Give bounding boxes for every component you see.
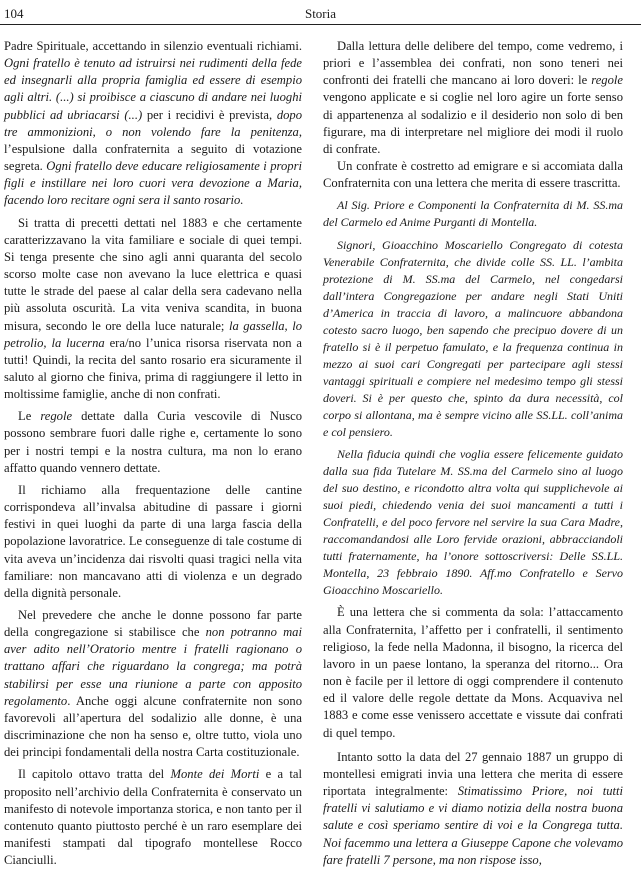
paragraph [4,215,302,404]
paragraph: Un confrate è costretto ad emigrare e si accomiata dalla Confraternita con una lettera che merita di essere trascritta. [323,159,623,191]
text-span: era/no l’unica risorsa riservata non a tutti! Quindi, la recita del santo rosario era sicuramente il saluto al giorno che finiva, prima di raggiungere il letto in moltissime famiglie, anche di non confrati. [4,335,303,402]
paragraph: Il richiamo alla frequentazione delle cantine corrispondeva all’invalsa abitudine di passare i giorni festivi in quei luoghi da parte di una larga fascia della popolazione lavoratrice. Le conseguenze di tale costume di vita aveva un’incidenza dai risvolti quasi tragici nella vita familiare: non mancavano atti di violenza e un degrado della dignità personale. [4,482,302,600]
letter-body: Signori, Gioacchino Moscariello Congregato di cotesta Venerabile Confraternita, che divide colle SS. LL. l’ambita protezione di M. SS.ma del Carmelo, nel congedarsi dall’intera Congregazione per andare negli Stati Uniti d’America in traccia di lavoro, a malincuore abbandona cotesto sacro luogo, ben sapendo che precipuo dovere di un fratello si è il perpetuo famulato, e la frequenza continua in mezzo ai suoi cari Congregati per partecipare agli stessi vantaggi spirituali e compiere nel medesimo tempo gli stessi doveri. Si è per questo che, spinto da dura necessità, col corpo si allontana, ma è sempre vicino alle SS.LL. coll’anima e col pensiero. [323,237,623,440]
paragraph [4,408,302,477]
italic-term: regole [591,73,623,88]
text-span: Si tratta di precetti dettati nel 1883 e che certamente caratterizzavano la vita familiare e sociale di quei tempi. Si tenga presente che sino agli anni quaranta del secolo scorso molte case non avevano la luce elettrica e quasi tutte le strade del paese al calar della sera cadevano nella più assoluta oscurità. La vita veniva scandita, in buona misura, secondo le ore della luce naturale; [4,215,302,333]
italic-term: regole [40,409,73,424]
left-column [4,38,302,869]
paragraph [4,766,302,869]
right-column [323,38,623,869]
italic-quote: Ogni fratello è tenuto ad istruirsi nei rudimenti della fede ed insegnarli alla propria famiglia ed essere di esempio agli altri. (...) si proibisce a ciascuno di andare nei luoghi pubblici ad ubriacarsi (...) [4,56,302,122]
text-span: per i recidivi è prevista, [142,107,277,122]
italic-quote: dopo tre ammonizioni, o non volendo fare la penitenza [4,107,302,139]
text-span: . Anche oggi alcune confraternite non sono favorevoli all’apertura del sodalizio alle donne, è una discriminazione che non ha senso e, oltre tutto, viola uno dei principi fondamentali della nostra Carta costituzionale. [4,693,302,760]
text-span: Dalla lettura delle delibere del tempo, come vedremo, i priori e l’assemblea dei confrati, non sono teneri nei confronti dei fratelli che mancano ai loro doveri: le [323,39,623,88]
text-span: Le [18,409,41,424]
text-span: Nel prevedere che anche le donne possono far parte della congregazione si stabilisce che [4,608,302,640]
letter-body: Nella fiducia quindi che voglia essere felicemente guidato dalla sua fida Tutelare M. SS.ma del Carmelo sino al luogo del suo destino, e ricondotto altra volta qui supplichevole ai suoi piedi, chiedendo venia dei suoi mancamenti a tutti i Confratelli, e del poco fervore nel servire la sua Cara Madre, raccomandandosi alle Loro fervide orazioni, abbracciandoli tutti fraternamente, ha l’onore sottoscriversi: Delle SS.LL. Montella, 23 febbraio 1890. Aff.mo Confratello e Servo Gioacchino Moscariello. [323,447,623,598]
page-header [0,0,641,24]
italic-term: Monte dei Morti [170,767,260,782]
paragraph [4,38,302,210]
text-span: e a tal proposito nell’archivio della Confraternita è conservato un manifesto di notevole importanza storica, e non tanto per il contenuto quanto piuttosto perché è un raro esemplare dei manifesti stampati dal tipografo montellese Rocco Cianciulli. [4,767,302,868]
text-span: dettate dalla Curia vescovile di Nusco possono sembrare fuori dalle righe e, certamente lo sono per i nostri tempi e la nostra cultura, ma non lo erano affatto quando vennero dettate. [4,409,302,475]
text-span: vengono applicate e si coglie nel loro agire un forte senso di appartenenza al sodalizio e il desiderio non solo di ben figurare, ma di interpretare nel migliore dei modi il ruolo di confrate. [323,90,623,156]
paragraph [323,38,623,158]
italic-term: la gassella, lo petrolio, la lucerna [4,318,302,350]
text-span: Il capitolo ottavo tratta del [18,767,171,782]
italic-quote: non potranno mai aver adito nell’Oratorio mentre i fratelli ragionano o trattano affari che riguardano la congrega; ma potrà stabilirsi per esse una riunione a parte con apposito regolamento [4,625,302,708]
italic-quote: Stimatissimo Priore, noi tutti fratelli vi salutiamo e vi diamo notizia della nostra buona salute e così speriamo sentire di voi e la Congrega tutta. Noi facemmo una lettera a Giuseppe Capone che volevamo fare fratelli 7 persone, ma non rispose isso, [323,784,623,867]
letter-address: Al Sig. Priore e Componenti la Confraternita di M. SS.ma del Carmelo ed Anime Purganti di Montella. [323,198,623,230]
running-title: Storia [304,6,337,21]
italic-quote: Ogni fratello deve educare religiosamente i propri figli e instillare nei loro cuori vera devozione a Maria, facendo loro recitare ogni sera il santo rosario. [4,159,302,208]
paragraph: È una lettera che si commenta da sola: l’attaccamento alla Confraternita, l’affetto per i confratelli, il sentimento religioso, la fede nella Madonna, il bisogno, la ricerca del lavoro in un paese lontano, la speranza del ritorno... Ora non è facile per il lettore di oggi comprendere il contenuto ed il valore delle regole dettate da Mons. Acquaviva nel 1883 e come esse venissero accettate e vissute dai confrati di quel tempo. [323,605,623,740]
header-rule [0,24,641,25]
text-span: Padre Spirituale, accettando in silenzio eventuali richiami. [4,39,302,53]
text-span: Intanto sotto la data del 27 gennaio 1887 un gruppo di montellesi emigrati invia una lettera che merita di essere riportata integralmente: [323,749,623,799]
paragraph [4,607,302,761]
paragraph [323,749,623,869]
text-span: , l’espulsione dalla confraternita a seguito di votazione segreta. [4,124,302,174]
page-number: 104 [4,6,24,21]
